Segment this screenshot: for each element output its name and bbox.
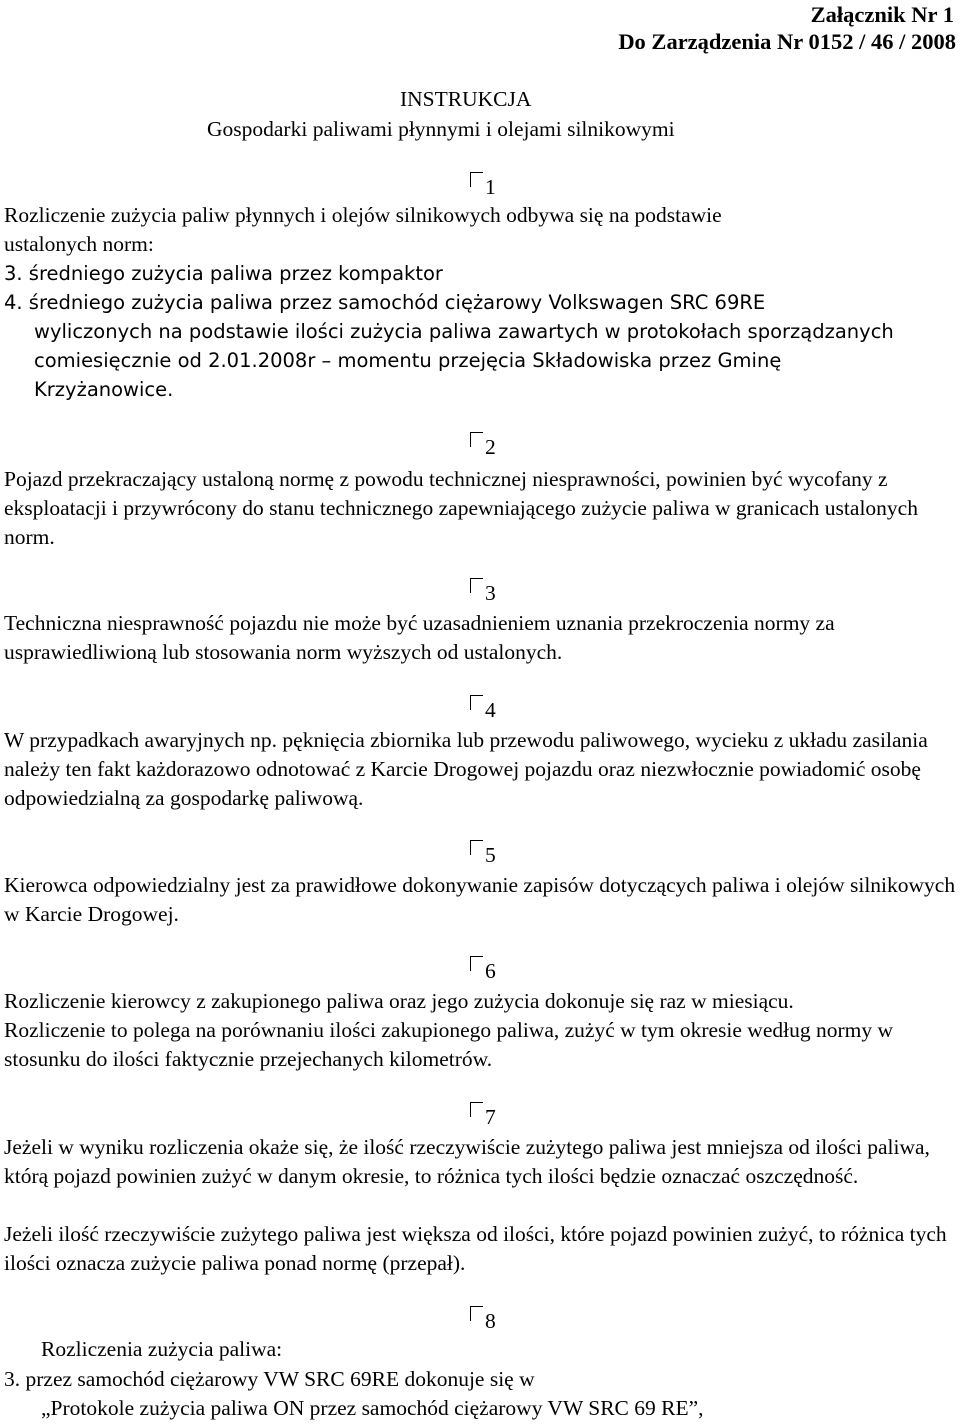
order-reference: Do Zarządzenia Nr 0152 / 46 / 2008 (618, 29, 956, 54)
document-title: INSTRUKCJA (400, 87, 532, 111)
section-5-heading (470, 842, 496, 868)
section-6-heading (470, 958, 496, 984)
section-8-heading-text: Rozliczenia zużycia paliwa: (41, 1337, 283, 1361)
section-sign-icon (470, 172, 483, 187)
section-3-heading (470, 580, 496, 606)
section-number: 6 (485, 959, 496, 983)
section-2-text: Pojazd przekraczający ustaloną normę z powodu technicznej niesprawności, powinien być wycofany z eksploatacji i przywrócony do stanu technicznego zapewniającego zużycie paliwa w granicach ustalonych norm. (4, 467, 918, 549)
section-1-item-4-line-3: comiesięcznie od 2.01.2008r – momentu przejęcia Składowiska przez Gminę (34, 349, 782, 372)
section-sign-icon (470, 578, 483, 593)
section-8-heading (470, 1308, 496, 1334)
section-number: 3 (485, 581, 496, 605)
section-sign-icon (470, 956, 483, 971)
section-7-text-2: Jeżeli ilość rzeczywiście zużytego paliwa jest większa od ilości, które pojazd powinien zużyć, to różnica tych ilości oznacza zużycie paliwa ponad normę (przepał). (4, 1222, 947, 1275)
section-number: 7 (485, 1105, 496, 1129)
section-6-text-1: Rozliczenie kierowcy z zakupionego paliwa oraz jego zużycia dokonuje się raz w miesiącu. (4, 989, 794, 1013)
section-5-text: Kierowca odpowiedzialny jest za prawidłowe dokonywanie zapisów dotyczących paliwa i olejów silnikowych w Karcie Drogowej. (4, 873, 956, 926)
document-subtitle: Gospodarki paliwami płynnymi i olejami silnikowymi (207, 117, 675, 141)
section-1-item-4-line-4: Krzyżanowice. (34, 378, 174, 401)
section-7-text-1: Jeżeli w wyniku rozliczenia okaże się, że ilość rzeczywiście zużytego paliwa jest mniejsza od ilości paliwa, którą pojazd powinien zużyć w danym okresie, to różnica tych ilości będzie oznaczać oszczędność. (4, 1135, 930, 1188)
section-sign-icon (470, 432, 483, 447)
section-number: 2 (485, 435, 496, 459)
annex-label: Załącznik Nr 1 (810, 2, 954, 27)
section-8-item-3-continued: „Protokole zużycia paliwa ON przez samochód ciężarowy VW SRC 69 RE”, (41, 1396, 704, 1420)
section-1-item-3: 3. średniego zużycia paliwa przez kompaktor (4, 262, 443, 285)
section-7-heading (470, 1104, 496, 1130)
section-number: 8 (485, 1309, 496, 1333)
section-1-heading (470, 174, 496, 200)
section-number: 5 (485, 843, 496, 867)
section-sign-icon (470, 1102, 483, 1117)
section-1-item-4-line-1: 4. średniego zużycia paliwa przez samochód ciężarowy Volkswagen SRC 69RE (4, 291, 766, 314)
section-1-intro-line-1: Rozliczenie zużycia paliw płynnych i olejów silnikowych odbywa się na podstawie (4, 203, 722, 227)
section-8-item-3: 3. przez samochód ciężarowy VW SRC 69RE dokonuje się w (4, 1367, 535, 1391)
section-number: 1 (485, 175, 496, 199)
section-sign-icon (470, 840, 483, 855)
section-4-text: W przypadkach awaryjnych np. pęknięcia zbiornika lub przewodu paliwowego, wycieku z układu zasilania należy ten fakt każdorazowo odnotować z Karcie Drogowej pojazdu oraz niezwłocznie powiadomić osobę odpowiedzialną za gospodarkę paliwową. (4, 728, 928, 810)
section-3-text: Techniczna niesprawność pojazdu nie może być uzasadnieniem uznania przekroczenia normy za usprawiedliwioną lub stosowania norm wyższych od ustalonych. (4, 611, 835, 664)
section-number: 4 (485, 698, 496, 722)
section-4-heading (470, 697, 496, 723)
section-sign-icon (470, 1306, 483, 1321)
section-2-heading (470, 434, 496, 460)
section-1-item-4-line-2: wyliczonych na podstawie ilości zużycia paliwa zawartych w protokołach sporządzanych (34, 320, 894, 343)
section-6-text-2: Rozliczenie to polega na porównaniu ilości zakupionego paliwa, zużyć w tym okresie według normy w stosunku do ilości faktycznie przejechanych kilometrów. (4, 1018, 894, 1071)
section-sign-icon (470, 695, 483, 710)
section-1-intro-line-2: ustalonych norm: (4, 232, 154, 256)
